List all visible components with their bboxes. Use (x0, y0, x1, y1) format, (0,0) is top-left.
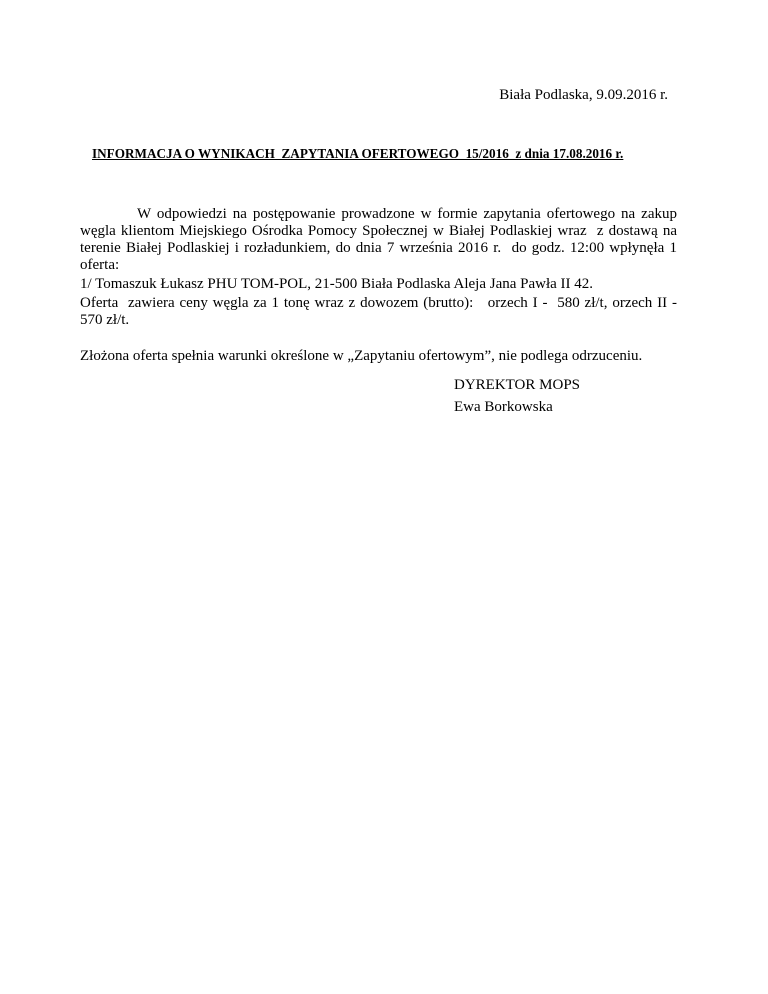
offer-line: 1/ Tomaszuk Łukasz PHU TOM-POL, 21-500 Biała Podlaska Aleja Jana Pawła II 42. (80, 276, 594, 292)
conclusion-paragraph: Złożona oferta spełnia warunki określone w „Zapytaniu ofertowym”, nie podlega odrzuceniu. (80, 348, 643, 364)
signature-name: Ewa Borkowska (454, 399, 553, 415)
signature-block (454, 374, 580, 418)
document-body (80, 206, 681, 365)
offer-price-paragraph: Oferta zawiera ceny węgla za 1 tonę wraz z dowozem (brutto): orzech I - 580 zł/t, orzech II - 570 zł/t. (80, 295, 681, 328)
signature-title: DYREKTOR MOPS (454, 377, 580, 393)
intro-paragraph: W odpowiedzi na postępowanie prowadzone w formie zapytania ofertowego na zakup węgla klientom Miejskiego Ośrodka Pomocy Społecznej w Białej Podlaskiej wraz z dostawą na terenie Białej Podlaskiej i rozładunkiem, do dnia 7 września 2016 r. do godz. 12:00 wpłynęła 1 oferta: (80, 206, 681, 273)
document-heading: INFORMACJA O WYNIKACH ZAPYTANIA OFERTOWEGO 15/2016 z dnia 17.08.2016 r. (92, 146, 624, 161)
date-line: Biała Podlaska, 9.09.2016 r. (499, 87, 668, 103)
